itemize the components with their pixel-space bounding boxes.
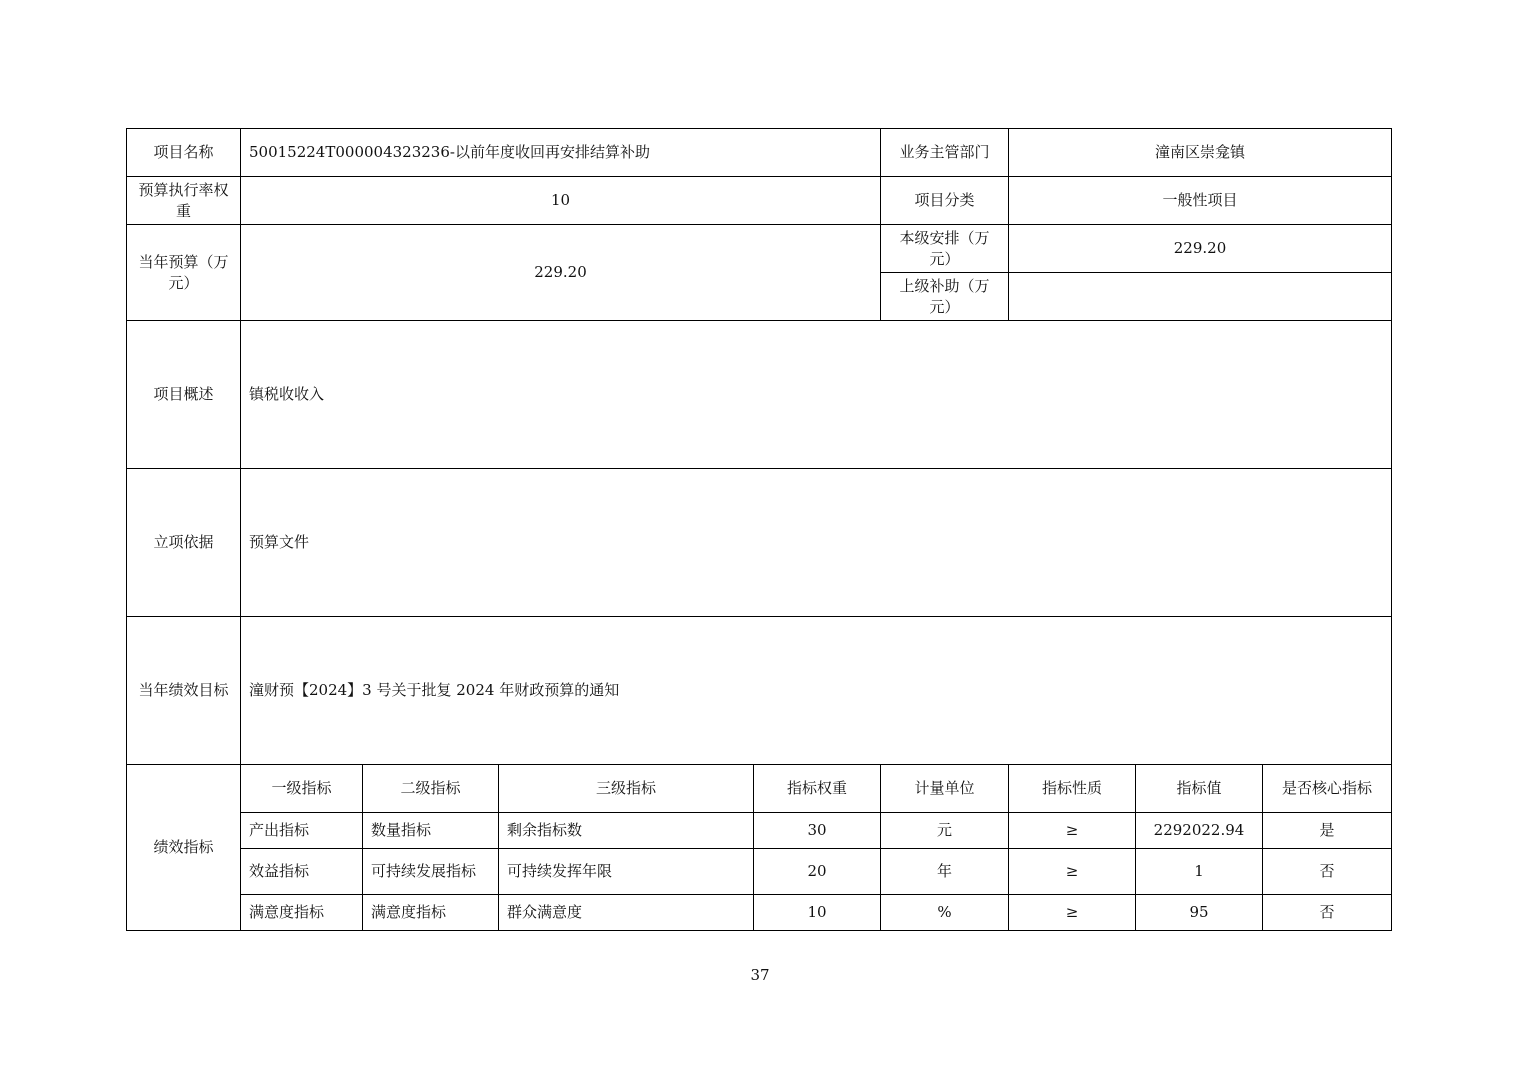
indicator-value: 2292022.94 bbox=[1136, 813, 1263, 849]
superior-funding-value bbox=[1009, 273, 1392, 321]
weight-label: 预算执行率权重 bbox=[127, 177, 241, 225]
indicator-level3: 群众满意度 bbox=[499, 895, 754, 931]
project-name-label: 项目名称 bbox=[127, 129, 241, 177]
category-value: 一般性项目 bbox=[1009, 177, 1392, 225]
indicator-unit: % bbox=[881, 895, 1009, 931]
row-project-name bbox=[127, 129, 1392, 177]
project-name-value: 50015224T000004323236-以前年度收回再安排结算补助 bbox=[241, 129, 881, 177]
basis-label: 立项依据 bbox=[127, 469, 241, 617]
indicators-label: 绩效指标 bbox=[127, 765, 241, 931]
budget-label: 当年预算（万元） bbox=[127, 225, 241, 321]
indicator-value: 95 bbox=[1136, 895, 1263, 931]
indicator-value: 1 bbox=[1136, 849, 1263, 895]
row-overview bbox=[127, 321, 1392, 469]
indicator-level2: 数量指标 bbox=[363, 813, 499, 849]
row-basis bbox=[127, 469, 1392, 617]
header-level2: 二级指标 bbox=[363, 765, 499, 813]
indicator-level1: 产出指标 bbox=[241, 813, 363, 849]
category-label: 项目分类 bbox=[881, 177, 1009, 225]
goal-label: 当年绩效目标 bbox=[127, 617, 241, 765]
indicator-core: 是 bbox=[1263, 813, 1392, 849]
indicator-nature: ≥ bbox=[1009, 849, 1136, 895]
indicator-core: 否 bbox=[1263, 849, 1392, 895]
indicator-row bbox=[127, 813, 1392, 849]
budget-value: 229.20 bbox=[241, 225, 881, 321]
indicator-nature: ≥ bbox=[1009, 895, 1136, 931]
overview-value: 镇税收收入 bbox=[241, 321, 1392, 469]
indicator-header-row bbox=[127, 765, 1392, 813]
indicator-level3: 可持续发挥年限 bbox=[499, 849, 754, 895]
header-level1: 一级指标 bbox=[241, 765, 363, 813]
weight-value: 10 bbox=[241, 177, 881, 225]
header-value: 指标值 bbox=[1136, 765, 1263, 813]
superior-funding-label: 上级补助（万元） bbox=[881, 273, 1009, 321]
basis-value: 预算文件 bbox=[241, 469, 1392, 617]
row-goal bbox=[127, 617, 1392, 765]
project-performance-table bbox=[126, 128, 1392, 931]
header-weight: 指标权重 bbox=[754, 765, 881, 813]
overview-label: 项目概述 bbox=[127, 321, 241, 469]
dept-value: 潼南区崇龛镇 bbox=[1009, 129, 1392, 177]
row-weight bbox=[127, 177, 1392, 225]
indicator-level1: 效益指标 bbox=[241, 849, 363, 895]
indicator-unit: 元 bbox=[881, 813, 1009, 849]
local-funding-label: 本级安排（万元） bbox=[881, 225, 1009, 273]
indicator-row bbox=[127, 895, 1392, 931]
indicator-level3: 剩余指标数 bbox=[499, 813, 754, 849]
local-funding-value: 229.20 bbox=[1009, 225, 1392, 273]
goal-value: 潼财预【2024】3 号关于批复 2024 年财政预算的通知 bbox=[241, 617, 1392, 765]
header-nature: 指标性质 bbox=[1009, 765, 1136, 813]
indicator-nature: ≥ bbox=[1009, 813, 1136, 849]
indicator-unit: 年 bbox=[881, 849, 1009, 895]
indicator-row bbox=[127, 849, 1392, 895]
header-unit: 计量单位 bbox=[881, 765, 1009, 813]
row-budget bbox=[127, 225, 1392, 273]
indicator-core: 否 bbox=[1263, 895, 1392, 931]
indicator-weight: 10 bbox=[754, 895, 881, 931]
dept-label: 业务主管部门 bbox=[881, 129, 1009, 177]
page-number: 37 bbox=[750, 966, 770, 984]
indicator-level2: 可持续发展指标 bbox=[363, 849, 499, 895]
header-core: 是否核心指标 bbox=[1263, 765, 1392, 813]
indicator-weight: 20 bbox=[754, 849, 881, 895]
indicator-weight: 30 bbox=[754, 813, 881, 849]
indicator-level1: 满意度指标 bbox=[241, 895, 363, 931]
indicator-level2: 满意度指标 bbox=[363, 895, 499, 931]
header-level3: 三级指标 bbox=[499, 765, 754, 813]
